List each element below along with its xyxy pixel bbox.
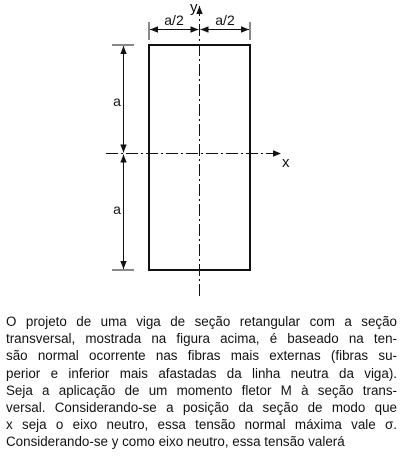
dimension-label-top-right: a/2 — [215, 12, 235, 28]
problem-line-5: Seja a aplicação de um momento fletor M à seção trans- — [6, 382, 397, 398]
rectangular-section — [149, 45, 250, 270]
problem-line-2: transversal, mostrada na figura acima, é baseado na ten- — [6, 331, 397, 347]
problem-line-1: O projeto de uma viga de seção retangular com a seção — [6, 314, 397, 329]
dimension-label-left-lower: a — [113, 201, 121, 217]
problem-statement — [6, 313, 402, 451]
dimension-label-left-upper: a — [113, 93, 121, 109]
problem-line-8: Considerando-se y como eixo neutro, essa tensão valerá — [6, 434, 345, 450]
problem-line-4: perior e inferior mais afastadas da linha neutra da viga). — [6, 365, 397, 381]
y-axis-label: y — [190, 0, 198, 16]
problem-line-3: são normal ocorrente nas fibras mais externas (fibras su- — [6, 348, 397, 364]
dimension-label-top-left: a/2 — [164, 12, 184, 28]
problem-line-6: versal. Considerando-se a posição da seção de modo que — [6, 400, 397, 416]
x-axis-label: x — [282, 154, 290, 171]
problem-line-7: x seja o eixo neutro, essa tensão normal máxima vale σ. — [6, 417, 397, 433]
